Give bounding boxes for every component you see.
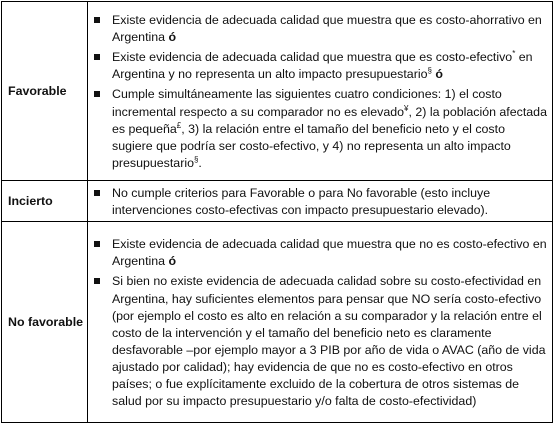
bullet-square-icon: [94, 54, 100, 60]
row-label: No favorable: [2, 222, 88, 423]
criterion-conjunction: ó: [168, 254, 177, 269]
bullet-square-icon: [94, 91, 100, 97]
footnote-mark: §: [193, 154, 199, 164]
row-label: Favorable: [2, 2, 88, 181]
row-body: [88, 222, 553, 423]
footnote-mark: £: [176, 120, 182, 130]
footnote-mark: ¥: [404, 103, 409, 113]
criterion-text: Si bien no existe evidencia de adecuada calidad sobre su costo-efectividad en Argentina, hay suficientes elementos para pensar que NO sería costo-efectivo (por ejemplo el costo es alto en relación a su comparador y la relación entre el costo de la intervención y el tamaño del beneficio neto es claramente desfavorable –por ejemplo mayor a 3 PIB por año de vida o AVAC (año de vida ajustado por calidad); hay evidencia de que no es costo-efectivo en otros países; o fue explícitamente excluido de la cobertura de otros sistemas de salud por su impacto presupuestario y/o falta de costo-efectividad): [112, 274, 546, 409]
criterion-item: [94, 185, 548, 219]
criterion-text: No cumple criterios para Favorable o para No favorable (esto incluye intervenciones costo-efectivas con impacto presupuestario elevado).: [112, 186, 491, 218]
criterion-item: [94, 273, 548, 410]
criterion-conjunction: ó: [435, 67, 443, 82]
criterion-item: [94, 86, 548, 171]
bullet-square-icon: [94, 241, 100, 247]
row-label: Incierto: [2, 181, 88, 222]
criteria-list: [94, 185, 548, 219]
row-incierto: [2, 181, 553, 222]
row-body: [88, 181, 553, 222]
bullet-square-icon: [94, 190, 100, 196]
footnote-mark: *: [512, 49, 516, 59]
criterion-text: Existe evidencia de adecuada calidad que muestra que es costo-ahorrativo en Argentina: [112, 13, 542, 45]
bullet-square-icon: [94, 278, 100, 284]
row-no-favorable: [2, 222, 553, 423]
row-favorable: [2, 2, 553, 181]
criterion-text: Existe evidencia de adecuada calidad que muestra que no es costo-efectivo en Argentina: [112, 237, 547, 269]
criterion-conjunction: ó: [168, 30, 177, 45]
criterion-text: Existe evidencia de adecuada calidad que muestra que es costo-efectivo* en Argentina y no representa un alto impacto presupuestario§: [112, 49, 533, 82]
criteria-table: [1, 1, 553, 423]
criterion-item: [94, 12, 548, 46]
criterion-text: Cumple simultáneamente las siguientes cuatro condiciones: 1) el costo incremental respecto a su comparador no es elevado¥, 2) la población afectada es pequeña£, 3) la relación entre el tamaño del beneficio neto y el costo sugiere que podría ser costo-efectivo, y 4) no representa un alto impacto presupuestario§.: [112, 87, 547, 170]
footnote-mark: §: [427, 66, 432, 76]
row-body: [88, 2, 553, 181]
criteria-list: [94, 12, 548, 172]
bullet-square-icon: [94, 17, 100, 23]
criterion-item: [94, 49, 548, 83]
criteria-list: [94, 236, 548, 410]
criterion-item: [94, 236, 548, 270]
